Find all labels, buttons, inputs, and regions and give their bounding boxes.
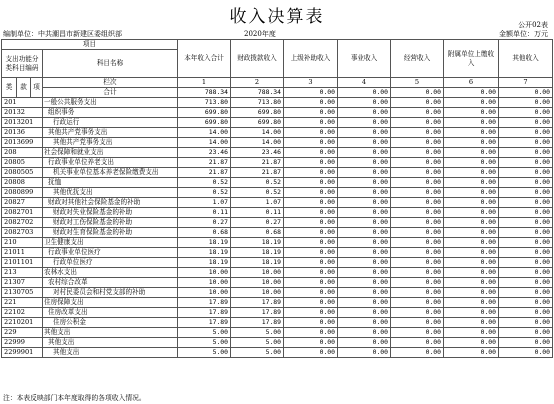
- row-value: 0.00: [284, 248, 338, 258]
- row-value: 0.00: [444, 208, 499, 218]
- row-value: 17.89: [231, 308, 284, 318]
- row-value: 0.00: [284, 138, 338, 148]
- row-value: 0.00: [338, 168, 391, 178]
- row-value: 0.00: [391, 208, 444, 218]
- row-value: 0.00: [391, 178, 444, 188]
- total-value: 788.34: [231, 88, 284, 98]
- row-value: 0.00: [338, 348, 391, 358]
- row-value: 0.00: [444, 148, 499, 158]
- row-subject-name: 卫生健康支出: [43, 238, 178, 248]
- row-value: 0.00: [444, 348, 499, 358]
- table-row: [2, 108, 553, 118]
- row-code: 201: [2, 98, 43, 108]
- row-value: 0.52: [231, 178, 284, 188]
- row-value: 0.00: [338, 248, 391, 258]
- row-value: 0.00: [444, 158, 499, 168]
- row-value: 0.00: [499, 98, 553, 108]
- row-code: 22102: [2, 308, 43, 318]
- col-number: 6: [444, 78, 499, 88]
- row-value: 0.00: [444, 218, 499, 228]
- row-value: 0.00: [444, 118, 499, 128]
- row-subject-name: 农村综合改革: [43, 278, 178, 288]
- table-row: [2, 298, 553, 308]
- row-value: 0.00: [284, 158, 338, 168]
- table-row: [2, 258, 553, 268]
- row-value: 0.00: [391, 148, 444, 158]
- total-value: 0.00: [391, 88, 444, 98]
- header-project: 项目: [2, 40, 178, 50]
- row-subject-name: 财政对生育保险基金的补助: [43, 228, 178, 238]
- row-value: 0.00: [499, 188, 553, 198]
- row-code: 2013201: [2, 118, 43, 128]
- row-value: 699.80: [231, 118, 284, 128]
- row-value: 0.00: [391, 218, 444, 228]
- row-value: 0.00: [284, 318, 338, 328]
- row-value: 0.00: [444, 258, 499, 268]
- row-value: 0.00: [444, 328, 499, 338]
- row-value: 0.00: [444, 128, 499, 138]
- row-value: 5.00: [178, 348, 231, 358]
- row-code: 210: [2, 238, 43, 248]
- row-value: 0.27: [178, 218, 231, 228]
- row-value: 0.00: [284, 328, 338, 338]
- compiling-unit: 编制单位：中共潮昌市新建区委组织部: [3, 30, 122, 38]
- row-code: 2082702: [2, 218, 43, 228]
- table-row: [2, 328, 553, 338]
- report-title: 收入决算表: [229, 7, 325, 27]
- row-value: 0.00: [338, 228, 391, 238]
- row-value: 0.00: [391, 198, 444, 208]
- table-code: 公开02表: [518, 21, 548, 29]
- row-value: 0.00: [499, 318, 553, 328]
- col-header: 上级补助收入: [284, 40, 338, 78]
- row-value: 0.00: [499, 278, 553, 288]
- row-value: 0.00: [499, 158, 553, 168]
- row-value: 0.00: [499, 328, 553, 338]
- col-header: 事业收入: [338, 40, 391, 78]
- row-value: 0.00: [391, 168, 444, 178]
- table-row: [2, 98, 553, 108]
- row-value: 0.00: [391, 318, 444, 328]
- row-value: 0.00: [284, 298, 338, 308]
- fiscal-year: 2020年度: [244, 30, 276, 38]
- row-subject-name: 财政对其他社会保险基金的补助: [43, 198, 178, 208]
- table-row: [2, 128, 553, 138]
- row-code: 20136: [2, 128, 43, 138]
- row-value: 0.00: [499, 288, 553, 298]
- col-number: 7: [499, 78, 553, 88]
- row-value: 0.00: [444, 338, 499, 348]
- row-code: 2080505: [2, 168, 43, 178]
- row-value: 0.00: [338, 268, 391, 278]
- row-value: 0.00: [338, 178, 391, 188]
- row-value: 0.11: [231, 208, 284, 218]
- row-value: 0.00: [284, 308, 338, 318]
- table-row: [2, 308, 553, 318]
- table-row: [2, 208, 553, 218]
- row-value: 1.07: [231, 198, 284, 208]
- table-row: [2, 168, 553, 178]
- row-value: 0.00: [499, 218, 553, 228]
- row-value: 21.87: [178, 168, 231, 178]
- row-value: 0.00: [338, 288, 391, 298]
- row-value: 5.00: [178, 338, 231, 348]
- col-number: 2: [231, 78, 284, 88]
- row-value: 10.00: [231, 268, 284, 278]
- row-code: 213: [2, 268, 43, 278]
- row-value: 0.00: [338, 98, 391, 108]
- row-value: 0.00: [444, 278, 499, 288]
- table-row: [2, 218, 553, 228]
- row-value: 0.00: [338, 148, 391, 158]
- row-value: 17.89: [178, 298, 231, 308]
- row-value: 0.00: [338, 198, 391, 208]
- header-subject-name: 科目名称: [43, 50, 178, 78]
- row-value: 0.00: [391, 278, 444, 288]
- row-value: 18.19: [178, 238, 231, 248]
- row-value: 18.19: [178, 258, 231, 268]
- row-value: 0.52: [178, 178, 231, 188]
- row-value: 0.00: [338, 238, 391, 248]
- total-label: 合计: [43, 88, 178, 98]
- row-value: 0.00: [391, 338, 444, 348]
- row-code: 229: [2, 328, 43, 338]
- row-code: 21307: [2, 278, 43, 288]
- row-subject-name: 财政对失业保险基金的补助: [43, 208, 178, 218]
- row-value: 0.00: [499, 228, 553, 238]
- row-value: 5.00: [231, 328, 284, 338]
- row-subject-name: 其他支出: [43, 338, 178, 348]
- row-value: 5.00: [178, 328, 231, 338]
- row-value: 0.00: [338, 158, 391, 168]
- row-value: 0.00: [499, 138, 553, 148]
- row-value: 0.00: [284, 228, 338, 238]
- row-value: 18.19: [231, 238, 284, 248]
- row-value: 0.00: [444, 268, 499, 278]
- table-row: [2, 268, 553, 278]
- row-value: 0.00: [499, 128, 553, 138]
- table-row: [2, 148, 553, 158]
- row-value: 18.19: [231, 248, 284, 258]
- row-value: 0.00: [444, 308, 499, 318]
- row-value: 0.00: [284, 168, 338, 178]
- table-note: 注：本表反映部门本年度取得的各项收入情况。: [3, 394, 146, 402]
- table-row: [2, 188, 553, 198]
- row-value: 0.00: [284, 98, 338, 108]
- table-row: [2, 138, 553, 148]
- row-value: 18.19: [178, 248, 231, 258]
- col-header: 本年收入合计: [178, 40, 231, 78]
- row-value: 23.46: [178, 148, 231, 158]
- col-header: 其他收入: [499, 40, 553, 78]
- total-value: 0.00: [499, 88, 553, 98]
- row-value: 0.00: [499, 198, 553, 208]
- row-value: 0.00: [499, 148, 553, 158]
- row-value: 0.00: [338, 278, 391, 288]
- row-value: 0.00: [338, 338, 391, 348]
- table-row: [2, 158, 553, 168]
- row-subject-name: 组织事务: [43, 108, 178, 118]
- row-value: 0.00: [499, 338, 553, 348]
- row-value: 0.52: [231, 188, 284, 198]
- row-value: 0.68: [231, 228, 284, 238]
- row-subject-name: 其他共产党事务支出: [43, 128, 178, 138]
- row-value: 10.00: [178, 288, 231, 298]
- row-value: 0.00: [284, 178, 338, 188]
- row-value: 0.00: [284, 128, 338, 138]
- row-value: 17.89: [231, 298, 284, 308]
- row-value: 0.00: [391, 138, 444, 148]
- row-value: 0.00: [338, 328, 391, 338]
- row-value: 0.00: [499, 268, 553, 278]
- row-value: 0.00: [338, 128, 391, 138]
- row-value: 0.00: [391, 248, 444, 258]
- row-subject-name: 行政事业单位医疗: [43, 248, 178, 258]
- row-value: 0.52: [178, 188, 231, 198]
- row-value: 0.00: [391, 298, 444, 308]
- row-subject-name: 住房公积金: [43, 318, 178, 328]
- row-value: 17.89: [231, 318, 284, 328]
- row-value: 0.00: [338, 298, 391, 308]
- table-row: [2, 248, 553, 258]
- row-subject-name: 住房改革支出: [43, 308, 178, 318]
- total-value: 788.34: [178, 88, 231, 98]
- col-header: 经营收入: [391, 40, 444, 78]
- table-row: [2, 118, 553, 128]
- row-value: 0.00: [338, 138, 391, 148]
- row-value: 0.00: [444, 98, 499, 108]
- row-value: 0.00: [444, 198, 499, 208]
- row-value: 0.00: [284, 198, 338, 208]
- row-subject-name: 一般公共服务支出: [43, 98, 178, 108]
- header-func-code: 支出功能分类科目编码: [2, 50, 43, 78]
- col-number: 1: [178, 78, 231, 88]
- row-value: 699.80: [178, 108, 231, 118]
- row-value: 0.00: [499, 258, 553, 268]
- row-value: 0.00: [499, 238, 553, 248]
- row-value: 713.80: [178, 98, 231, 108]
- row-value: 0.00: [338, 188, 391, 198]
- row-value: 1.07: [178, 198, 231, 208]
- table-row: [2, 278, 553, 288]
- col-number: 5: [391, 78, 444, 88]
- row-value: 0.00: [284, 208, 338, 218]
- row-value: 0.27: [231, 218, 284, 228]
- row-value: 0.00: [444, 188, 499, 198]
- col-number: 3: [284, 78, 338, 88]
- row-subject-name: 行政运行: [43, 118, 178, 128]
- row-value: 0.00: [391, 258, 444, 268]
- row-value: 0.00: [444, 138, 499, 148]
- row-value: 0.00: [284, 118, 338, 128]
- row-value: 14.00: [231, 138, 284, 148]
- total-value: 0.00: [338, 88, 391, 98]
- row-value: 0.00: [444, 288, 499, 298]
- currency-unit: 金额单位：万元: [499, 30, 548, 38]
- row-subject-name: 行政单位医疗: [43, 258, 178, 268]
- row-code: 2080899: [2, 188, 43, 198]
- row-value: 0.11: [178, 208, 231, 218]
- row-value: 10.00: [178, 278, 231, 288]
- row-value: 10.00: [178, 268, 231, 278]
- row-value: 0.00: [284, 348, 338, 358]
- row-code: 20132: [2, 108, 43, 118]
- row-value: 0.00: [444, 238, 499, 248]
- row-value: 0.00: [499, 208, 553, 218]
- row-value: 713.80: [231, 98, 284, 108]
- header-item: 项: [31, 78, 43, 98]
- income-table: [1, 39, 553, 358]
- row-value: 0.00: [391, 118, 444, 128]
- row-value: 0.00: [338, 308, 391, 318]
- row-value: 0.00: [391, 128, 444, 138]
- row-value: 18.19: [231, 258, 284, 268]
- row-value: 5.00: [231, 348, 284, 358]
- row-value: 0.00: [391, 158, 444, 168]
- row-value: 0.00: [444, 178, 499, 188]
- row-subject-name: 其他支出: [43, 348, 178, 358]
- row-code: 2013699: [2, 138, 43, 148]
- row-value: 0.00: [284, 188, 338, 198]
- row-subject-name: 其他支出: [43, 328, 178, 338]
- row-value: 699.80: [178, 118, 231, 128]
- row-value: 0.00: [444, 318, 499, 328]
- row-subject-name: 住房保障支出: [43, 298, 178, 308]
- row-value: 0.00: [284, 218, 338, 228]
- row-value: 0.00: [499, 348, 553, 358]
- row-value: 21.87: [231, 168, 284, 178]
- total-value: 0.00: [444, 88, 499, 98]
- row-value: 0.00: [338, 118, 391, 128]
- row-code: 21011: [2, 248, 43, 258]
- row-value: 0.00: [284, 338, 338, 348]
- header-section: 款: [17, 78, 31, 98]
- row-code: 20808: [2, 178, 43, 188]
- row-value: 0.00: [391, 288, 444, 298]
- row-code: 2210201: [2, 318, 43, 328]
- row-code: 208: [2, 148, 43, 158]
- row-value: 0.00: [391, 228, 444, 238]
- row-value: 0.00: [391, 188, 444, 198]
- table-row: [2, 338, 553, 348]
- row-value: 14.00: [178, 138, 231, 148]
- row-value: 0.00: [444, 168, 499, 178]
- row-value: 0.00: [391, 268, 444, 278]
- row-value: 0.00: [338, 108, 391, 118]
- row-value: 0.00: [338, 218, 391, 228]
- row-value: 0.00: [499, 298, 553, 308]
- table-row: [2, 228, 553, 238]
- row-code: 2130705: [2, 288, 43, 298]
- row-value: 0.00: [391, 98, 444, 108]
- col-number: 4: [338, 78, 391, 88]
- table-row: [2, 198, 553, 208]
- row-value: 23.46: [231, 148, 284, 158]
- row-subject-name: 社会保障和就业支出: [43, 148, 178, 158]
- table-row: [2, 348, 553, 358]
- row-code: 2299901: [2, 348, 43, 358]
- row-value: 21.87: [231, 158, 284, 168]
- row-code: 2101101: [2, 258, 43, 268]
- row-subject-name: 抚恤: [43, 178, 178, 188]
- row-value: 0.00: [444, 248, 499, 258]
- row-value: 0.00: [284, 288, 338, 298]
- row-value: 0.00: [284, 268, 338, 278]
- row-value: 0.00: [444, 228, 499, 238]
- row-subject-name: 其他共产党事务支出: [43, 138, 178, 148]
- total-value: 0.00: [284, 88, 338, 98]
- row-value: 0.00: [284, 108, 338, 118]
- col-header: 财政拨款收入: [231, 40, 284, 78]
- table-row: [2, 318, 553, 328]
- row-value: 0.00: [499, 168, 553, 178]
- row-value: 0.00: [284, 238, 338, 248]
- row-code: 2082703: [2, 228, 43, 238]
- row-value: 0.00: [391, 238, 444, 248]
- row-value: 0.00: [284, 148, 338, 158]
- row-value: 0.00: [444, 298, 499, 308]
- row-value: 0.00: [284, 258, 338, 268]
- row-value: 0.00: [499, 108, 553, 118]
- row-code: 2082701: [2, 208, 43, 218]
- table-row: [2, 288, 553, 298]
- row-value: 0.00: [391, 108, 444, 118]
- row-value: 10.00: [231, 278, 284, 288]
- row-subject-name: 机关事业单位基本养老保险缴费支出: [43, 168, 178, 178]
- row-value: 5.00: [231, 338, 284, 348]
- row-subject-name: 对村民委员会和村党支部的补助: [43, 288, 178, 298]
- row-code: 221: [2, 298, 43, 308]
- row-code: 22999: [2, 338, 43, 348]
- row-value: 0.00: [499, 308, 553, 318]
- row-value: 17.89: [178, 308, 231, 318]
- row-subject-name: 财政对工伤保险基金的补助: [43, 218, 178, 228]
- row-code: 20805: [2, 158, 43, 168]
- row-value: 0.00: [338, 208, 391, 218]
- row-value: 0.00: [444, 108, 499, 118]
- row-value: 0.00: [499, 248, 553, 258]
- row-value: 0.00: [499, 178, 553, 188]
- row-subject-name: 其他优抚支出: [43, 188, 178, 198]
- row-value: 0.00: [391, 308, 444, 318]
- header-row-no: 栏次: [43, 78, 178, 88]
- row-value: 699.80: [231, 108, 284, 118]
- table-row: [2, 238, 553, 248]
- row-value: 0.00: [338, 318, 391, 328]
- row-subject-name: 农林水支出: [43, 268, 178, 278]
- row-value: 0.00: [391, 348, 444, 358]
- row-value: 14.00: [178, 128, 231, 138]
- row-subject-name: 行政事业单位养老支出: [43, 158, 178, 168]
- col-header: 附属单位上缴收入: [444, 40, 499, 78]
- row-value: 21.87: [178, 158, 231, 168]
- table-row: [2, 178, 553, 188]
- row-value: 0.00: [499, 118, 553, 128]
- row-value: 0.00: [338, 258, 391, 268]
- row-value: 14.00: [231, 128, 284, 138]
- row-value: 0.68: [178, 228, 231, 238]
- row-value: 10.00: [231, 288, 284, 298]
- row-code: 20827: [2, 198, 43, 208]
- row-value: 17.89: [178, 318, 231, 328]
- header-category: 类: [2, 78, 17, 98]
- row-value: 0.00: [391, 328, 444, 338]
- row-value: 0.00: [284, 278, 338, 288]
